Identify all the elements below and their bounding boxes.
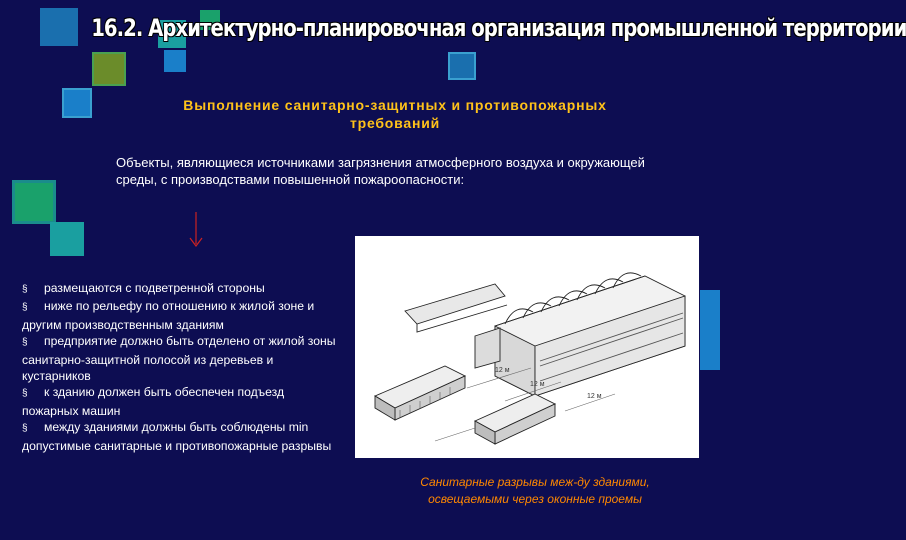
- down-arrow-icon: [188, 212, 204, 248]
- list-item-text: ниже по рельефу по отношению к жилой зоне и другим производственным зданиям: [22, 299, 315, 332]
- decor-square: [162, 48, 188, 74]
- bullet-marker: §: [22, 423, 28, 435]
- dimension-label: 12 м: [587, 393, 602, 400]
- list-item-text: размещаются с подветренной стороны: [44, 281, 265, 295]
- list-item-text: к зданию должен быть обеспечен подъезд пожарных машин: [22, 385, 285, 418]
- decor-square: [92, 52, 126, 86]
- decor-square: [40, 8, 78, 46]
- dimension-label: 12 м: [495, 367, 510, 374]
- decor-square: [700, 290, 720, 370]
- slide-title: 16.2. Архитектурно-планировочная организация промышленной территории: [91, 14, 906, 42]
- decor-square: [448, 52, 476, 80]
- bullet-marker: §: [22, 284, 28, 295]
- requirements-list: [22, 280, 342, 454]
- buildings-drawing: [355, 236, 699, 458]
- list-item-text: предприятие должно быть отделено от жилой зоны санитарно-защитной полосой из деревьев и кустарников: [22, 334, 336, 384]
- dimension-label: 12 м: [530, 381, 545, 388]
- buildings-illustration: [355, 236, 699, 458]
- bullet-marker: §: [22, 388, 28, 400]
- figure-caption: Санитарные разрывы меж-ду зданиями, освещаемыми через оконные проемы: [420, 475, 650, 506]
- list-item: [22, 384, 342, 419]
- decor-square: [62, 88, 92, 118]
- decor-square: [12, 180, 56, 224]
- intro-text: Объекты, являющиеся источниками загрязнения атмосферного воздуха и окружающей среды, с производствами повышенной пожароопасности:: [116, 155, 645, 187]
- list-item: [22, 298, 342, 333]
- bullet-marker: §: [22, 337, 28, 349]
- list-item: [22, 333, 342, 384]
- list-item-text: между зданиями должны быть соблюдены min допустимые санитарные и противопожарные разрывы: [22, 420, 332, 453]
- decor-square: [50, 222, 84, 256]
- bullet-marker: §: [22, 302, 28, 314]
- list-item: [22, 280, 342, 298]
- slide-subtitle: Выполнение санитарно-защитных и противопожарных требований: [183, 97, 607, 131]
- list-item: [22, 419, 342, 454]
